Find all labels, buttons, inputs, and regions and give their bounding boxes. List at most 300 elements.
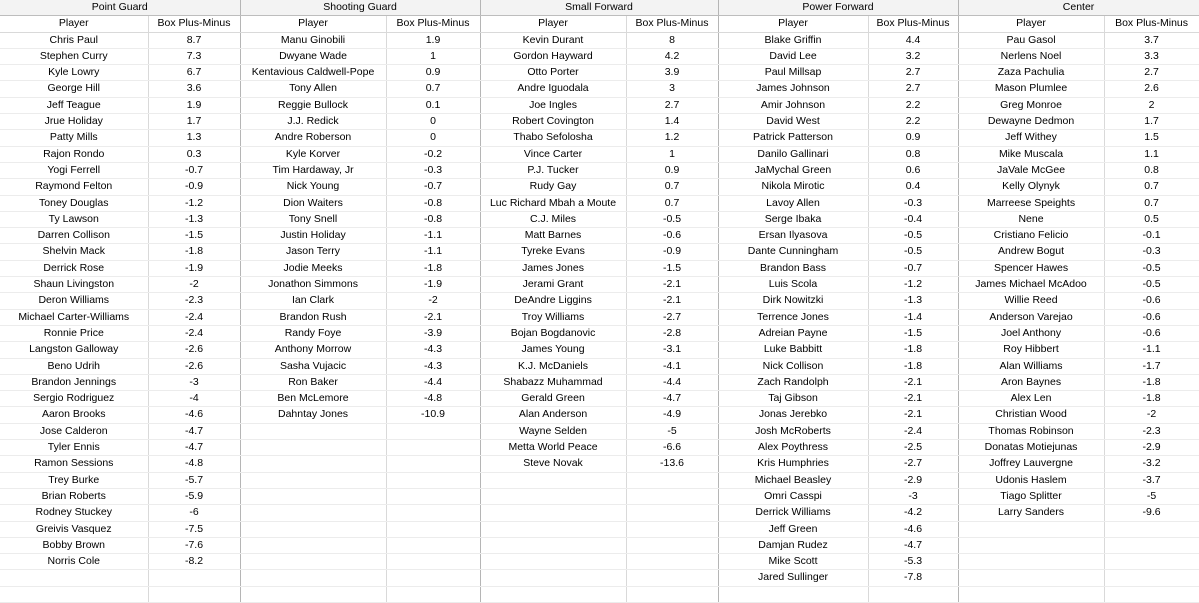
- empty-cell[interactable]: [386, 505, 480, 521]
- empty-cell[interactable]: [240, 554, 386, 570]
- bpm-cell[interactable]: -1.8: [1104, 374, 1199, 390]
- player-cell[interactable]: Justin Holiday: [240, 228, 386, 244]
- player-cell[interactable]: Derrick Williams: [718, 505, 868, 521]
- player-cell[interactable]: Nick Young: [240, 179, 386, 195]
- bpm-cell[interactable]: 2.6: [1104, 81, 1199, 97]
- bpm-cell[interactable]: -2.4: [148, 309, 240, 325]
- player-cell[interactable]: Kyle Lowry: [0, 65, 148, 81]
- bpm-cell[interactable]: -2.9: [1104, 440, 1199, 456]
- bpm-cell[interactable]: 1: [386, 48, 480, 64]
- player-cell[interactable]: Tony Snell: [240, 211, 386, 227]
- player-cell[interactable]: Alan Anderson: [480, 407, 626, 423]
- player-cell[interactable]: James Michael McAdoo: [958, 277, 1104, 293]
- player-cell[interactable]: Bobby Brown: [0, 537, 148, 553]
- player-cell[interactable]: Brian Roberts: [0, 488, 148, 504]
- player-cell[interactable]: Taj Gibson: [718, 391, 868, 407]
- empty-cell[interactable]: [240, 423, 386, 439]
- bpm-column-header[interactable]: Box Plus-Minus: [148, 16, 240, 32]
- player-cell[interactable]: Adreian Payne: [718, 325, 868, 341]
- bpm-cell[interactable]: -4.6: [148, 407, 240, 423]
- player-cell[interactable]: Dion Waiters: [240, 195, 386, 211]
- bpm-cell[interactable]: -2.1: [868, 391, 958, 407]
- player-cell[interactable]: Bojan Bogdanovic: [480, 325, 626, 341]
- player-cell[interactable]: Raymond Felton: [0, 179, 148, 195]
- bpm-cell[interactable]: -5.3: [868, 554, 958, 570]
- player-cell[interactable]: JaVale McGee: [958, 162, 1104, 178]
- empty-cell[interactable]: [148, 570, 240, 586]
- bpm-cell[interactable]: 8.7: [148, 32, 240, 48]
- player-cell[interactable]: Ty Lawson: [0, 211, 148, 227]
- bpm-cell[interactable]: -2.7: [626, 309, 718, 325]
- bpm-cell[interactable]: -1.8: [1104, 391, 1199, 407]
- empty-cell[interactable]: [148, 586, 240, 602]
- player-cell[interactable]: Jeff Withey: [958, 130, 1104, 146]
- player-cell[interactable]: Nikola Mirotic: [718, 179, 868, 195]
- bpm-cell[interactable]: 0.9: [386, 65, 480, 81]
- empty-cell[interactable]: [386, 586, 480, 602]
- empty-cell[interactable]: [240, 488, 386, 504]
- player-cell[interactable]: Mason Plumlee: [958, 81, 1104, 97]
- bpm-cell[interactable]: -0.4: [868, 211, 958, 227]
- empty-cell[interactable]: [240, 570, 386, 586]
- player-cell[interactable]: Tyler Ennis: [0, 440, 148, 456]
- position-header[interactable]: Point Guard: [0, 0, 240, 16]
- bpm-cell[interactable]: -1.5: [148, 228, 240, 244]
- player-cell[interactable]: Alan Williams: [958, 358, 1104, 374]
- bpm-cell[interactable]: -8.2: [148, 554, 240, 570]
- bpm-cell[interactable]: 3.7: [1104, 32, 1199, 48]
- bpm-cell[interactable]: 1.4: [626, 114, 718, 130]
- empty-cell[interactable]: [240, 537, 386, 553]
- bpm-cell[interactable]: -2.1: [868, 407, 958, 423]
- bpm-cell[interactable]: 1.7: [1104, 114, 1199, 130]
- bpm-cell[interactable]: -2.4: [148, 325, 240, 341]
- bpm-cell[interactable]: -0.6: [1104, 293, 1199, 309]
- empty-cell[interactable]: [0, 570, 148, 586]
- player-cell[interactable]: Pau Gasol: [958, 32, 1104, 48]
- player-cell[interactable]: Michael Carter-Williams: [0, 309, 148, 325]
- position-header[interactable]: Center: [958, 0, 1199, 16]
- bpm-cell[interactable]: 0.8: [1104, 162, 1199, 178]
- player-cell[interactable]: Beno Udrih: [0, 358, 148, 374]
- player-column-header[interactable]: Player: [480, 16, 626, 32]
- bpm-cell[interactable]: 0.9: [868, 130, 958, 146]
- empty-cell[interactable]: [1104, 521, 1199, 537]
- player-cell[interactable]: Lavoy Allen: [718, 195, 868, 211]
- bpm-cell[interactable]: 0.5: [1104, 211, 1199, 227]
- player-cell[interactable]: Toney Douglas: [0, 195, 148, 211]
- player-cell[interactable]: Gordon Hayward: [480, 48, 626, 64]
- bpm-cell[interactable]: -13.6: [626, 456, 718, 472]
- player-cell[interactable]: Alex Len: [958, 391, 1104, 407]
- player-cell[interactable]: Rudy Gay: [480, 179, 626, 195]
- player-cell[interactable]: Nick Collison: [718, 358, 868, 374]
- bpm-cell[interactable]: -4.7: [626, 391, 718, 407]
- player-cell[interactable]: Roy Hibbert: [958, 342, 1104, 358]
- bpm-cell[interactable]: 2.7: [1104, 65, 1199, 81]
- player-cell[interactable]: DeAndre Liggins: [480, 293, 626, 309]
- player-cell[interactable]: Omri Casspi: [718, 488, 868, 504]
- bpm-column-header[interactable]: Box Plus-Minus: [386, 16, 480, 32]
- bpm-cell[interactable]: -5: [626, 423, 718, 439]
- bpm-cell[interactable]: -1.2: [868, 277, 958, 293]
- player-cell[interactable]: Christian Wood: [958, 407, 1104, 423]
- player-cell[interactable]: Kyle Korver: [240, 146, 386, 162]
- player-cell[interactable]: Nerlens Noel: [958, 48, 1104, 64]
- player-cell[interactable]: Patty Mills: [0, 130, 148, 146]
- bpm-cell[interactable]: -9.6: [1104, 505, 1199, 521]
- bpm-cell[interactable]: 1.1: [1104, 146, 1199, 162]
- position-header[interactable]: Small Forward: [480, 0, 718, 16]
- player-cell[interactable]: Derrick Rose: [0, 260, 148, 276]
- bpm-cell[interactable]: -7.6: [148, 537, 240, 553]
- bpm-cell[interactable]: -0.9: [626, 244, 718, 260]
- bpm-cell[interactable]: -7.5: [148, 521, 240, 537]
- player-cell[interactable]: K.J. McDaniels: [480, 358, 626, 374]
- bpm-cell[interactable]: -2.1: [868, 374, 958, 390]
- player-cell[interactable]: Jeff Teague: [0, 97, 148, 113]
- empty-cell[interactable]: [480, 537, 626, 553]
- player-cell[interactable]: Ersan Ilyasova: [718, 228, 868, 244]
- player-cell[interactable]: Shelvin Mack: [0, 244, 148, 260]
- empty-cell[interactable]: [240, 505, 386, 521]
- bpm-cell[interactable]: -4.6: [868, 521, 958, 537]
- empty-cell[interactable]: [480, 570, 626, 586]
- bpm-cell[interactable]: -3.7: [1104, 472, 1199, 488]
- player-cell[interactable]: Randy Foye: [240, 325, 386, 341]
- player-cell[interactable]: Shaun Livingston: [0, 277, 148, 293]
- player-cell[interactable]: Rajon Rondo: [0, 146, 148, 162]
- empty-cell[interactable]: [386, 570, 480, 586]
- bpm-cell[interactable]: 0.9: [626, 162, 718, 178]
- empty-cell[interactable]: [240, 586, 386, 602]
- bpm-cell[interactable]: 2.2: [868, 114, 958, 130]
- empty-cell[interactable]: [386, 456, 480, 472]
- bpm-cell[interactable]: -7.8: [868, 570, 958, 586]
- player-cell[interactable]: Blake Griffin: [718, 32, 868, 48]
- bpm-cell[interactable]: 1.3: [148, 130, 240, 146]
- bpm-cell[interactable]: -4.7: [148, 423, 240, 439]
- bpm-cell[interactable]: 0.3: [148, 146, 240, 162]
- bpm-cell[interactable]: -0.5: [868, 228, 958, 244]
- player-cell[interactable]: James Johnson: [718, 81, 868, 97]
- player-cell[interactable]: C.J. Miles: [480, 211, 626, 227]
- bpm-cell[interactable]: 3.2: [868, 48, 958, 64]
- player-cell[interactable]: Donatas Motiejunas: [958, 440, 1104, 456]
- player-cell[interactable]: Jeff Green: [718, 521, 868, 537]
- bpm-cell[interactable]: 1.5: [1104, 130, 1199, 146]
- player-cell[interactable]: Dwyane Wade: [240, 48, 386, 64]
- player-cell[interactable]: George Hill: [0, 81, 148, 97]
- player-cell[interactable]: Luc Richard Mbah a Moute: [480, 195, 626, 211]
- player-cell[interactable]: Larry Sanders: [958, 505, 1104, 521]
- bpm-cell[interactable]: -0.6: [626, 228, 718, 244]
- bpm-cell[interactable]: -4.4: [386, 374, 480, 390]
- empty-cell[interactable]: [240, 472, 386, 488]
- bpm-cell[interactable]: -0.5: [1104, 260, 1199, 276]
- bpm-cell[interactable]: -2.7: [868, 456, 958, 472]
- player-column-header[interactable]: Player: [718, 16, 868, 32]
- bpm-cell[interactable]: -3: [868, 488, 958, 504]
- bpm-cell[interactable]: -1.1: [386, 244, 480, 260]
- bpm-cell[interactable]: -4.3: [386, 342, 480, 358]
- empty-cell[interactable]: [386, 423, 480, 439]
- bpm-cell[interactable]: -1.3: [148, 211, 240, 227]
- player-cell[interactable]: JaMychal Green: [718, 162, 868, 178]
- player-cell[interactable]: Greivis Vasquez: [0, 521, 148, 537]
- bpm-cell[interactable]: -4.1: [626, 358, 718, 374]
- bpm-cell[interactable]: -5.7: [148, 472, 240, 488]
- player-cell[interactable]: Rodney Stuckey: [0, 505, 148, 521]
- player-cell[interactable]: Brandon Bass: [718, 260, 868, 276]
- bpm-cell[interactable]: -2.6: [148, 342, 240, 358]
- player-cell[interactable]: Zaza Pachulia: [958, 65, 1104, 81]
- player-cell[interactable]: Joffrey Lauvergne: [958, 456, 1104, 472]
- player-cell[interactable]: Damjan Rudez: [718, 537, 868, 553]
- bpm-cell[interactable]: -0.7: [386, 179, 480, 195]
- player-cell[interactable]: Mike Scott: [718, 554, 868, 570]
- player-cell[interactable]: Chris Paul: [0, 32, 148, 48]
- bpm-cell[interactable]: -4.8: [148, 456, 240, 472]
- bpm-cell[interactable]: -3: [148, 374, 240, 390]
- bpm-cell[interactable]: -2.1: [386, 309, 480, 325]
- bpm-cell[interactable]: -2.1: [626, 277, 718, 293]
- player-cell[interactable]: Marreese Speights: [958, 195, 1104, 211]
- bpm-cell[interactable]: -2: [386, 293, 480, 309]
- player-cell[interactable]: Cristiano Felicio: [958, 228, 1104, 244]
- player-cell[interactable]: Anthony Morrow: [240, 342, 386, 358]
- bpm-cell[interactable]: -5.9: [148, 488, 240, 504]
- player-cell[interactable]: Nene: [958, 211, 1104, 227]
- empty-cell[interactable]: [626, 505, 718, 521]
- player-cell[interactable]: Jared Sullinger: [718, 570, 868, 586]
- player-column-header[interactable]: Player: [240, 16, 386, 32]
- player-cell[interactable]: Kelly Olynyk: [958, 179, 1104, 195]
- bpm-cell[interactable]: -1.7: [1104, 358, 1199, 374]
- bpm-cell[interactable]: 3.6: [148, 81, 240, 97]
- bpm-cell[interactable]: -1.3: [868, 293, 958, 309]
- player-cell[interactable]: Brandon Jennings: [0, 374, 148, 390]
- bpm-cell[interactable]: -0.2: [386, 146, 480, 162]
- empty-cell[interactable]: [626, 488, 718, 504]
- bpm-cell[interactable]: -0.8: [386, 211, 480, 227]
- bpm-cell[interactable]: -0.6: [1104, 325, 1199, 341]
- player-cell[interactable]: Ben McLemore: [240, 391, 386, 407]
- player-cell[interactable]: Alex Poythress: [718, 440, 868, 456]
- player-cell[interactable]: Zach Randolph: [718, 374, 868, 390]
- player-cell[interactable]: Dante Cunningham: [718, 244, 868, 260]
- player-cell[interactable]: Aaron Brooks: [0, 407, 148, 423]
- empty-cell[interactable]: [480, 554, 626, 570]
- empty-cell[interactable]: [626, 521, 718, 537]
- player-cell[interactable]: Dirk Nowitzki: [718, 293, 868, 309]
- player-cell[interactable]: Luke Babbitt: [718, 342, 868, 358]
- player-cell[interactable]: Yogi Ferrell: [0, 162, 148, 178]
- player-cell[interactable]: Danilo Gallinari: [718, 146, 868, 162]
- bpm-cell[interactable]: -0.3: [386, 162, 480, 178]
- player-cell[interactable]: Otto Porter: [480, 65, 626, 81]
- empty-cell[interactable]: [1104, 586, 1199, 602]
- bpm-cell[interactable]: 6.7: [148, 65, 240, 81]
- bpm-cell[interactable]: 0.6: [868, 162, 958, 178]
- player-cell[interactable]: Greg Monroe: [958, 97, 1104, 113]
- empty-cell[interactable]: [1104, 537, 1199, 553]
- player-cell[interactable]: Ian Clark: [240, 293, 386, 309]
- empty-cell[interactable]: [480, 586, 626, 602]
- empty-cell[interactable]: [386, 554, 480, 570]
- bpm-cell[interactable]: -10.9: [386, 407, 480, 423]
- player-cell[interactable]: Wayne Selden: [480, 423, 626, 439]
- bpm-cell[interactable]: -4.2: [868, 505, 958, 521]
- bpm-cell[interactable]: -3.9: [386, 325, 480, 341]
- player-cell[interactable]: P.J. Tucker: [480, 162, 626, 178]
- empty-cell[interactable]: [626, 586, 718, 602]
- bpm-cell[interactable]: 2: [1104, 97, 1199, 113]
- bpm-cell[interactable]: 4.2: [626, 48, 718, 64]
- player-cell[interactable]: Jason Terry: [240, 244, 386, 260]
- bpm-cell[interactable]: -1.9: [386, 277, 480, 293]
- player-cell[interactable]: Josh McRoberts: [718, 423, 868, 439]
- empty-cell[interactable]: [958, 537, 1104, 553]
- player-cell[interactable]: Paul Millsap: [718, 65, 868, 81]
- player-column-header[interactable]: Player: [958, 16, 1104, 32]
- bpm-cell[interactable]: 2.7: [868, 65, 958, 81]
- player-cell[interactable]: Serge Ibaka: [718, 211, 868, 227]
- bpm-cell[interactable]: 1.2: [626, 130, 718, 146]
- bpm-cell[interactable]: 0.7: [1104, 179, 1199, 195]
- bpm-cell[interactable]: -3.1: [626, 342, 718, 358]
- bpm-cell[interactable]: -0.3: [868, 195, 958, 211]
- player-cell[interactable]: Jerami Grant: [480, 277, 626, 293]
- bpm-cell[interactable]: -4.7: [148, 440, 240, 456]
- bpm-cell[interactable]: -0.7: [148, 162, 240, 178]
- bpm-cell[interactable]: -1.8: [868, 358, 958, 374]
- player-cell[interactable]: Brandon Rush: [240, 309, 386, 325]
- bpm-cell[interactable]: -5: [1104, 488, 1199, 504]
- player-cell[interactable]: Shabazz Muhammad: [480, 374, 626, 390]
- player-cell[interactable]: Terrence Jones: [718, 309, 868, 325]
- player-cell[interactable]: Willie Reed: [958, 293, 1104, 309]
- empty-cell[interactable]: [1104, 570, 1199, 586]
- bpm-cell[interactable]: 1.9: [386, 32, 480, 48]
- bpm-cell[interactable]: -6.6: [626, 440, 718, 456]
- player-cell[interactable]: Tim Hardaway, Jr: [240, 162, 386, 178]
- player-cell[interactable]: Tony Allen: [240, 81, 386, 97]
- player-cell[interactable]: Vince Carter: [480, 146, 626, 162]
- bpm-cell[interactable]: -2.4: [868, 423, 958, 439]
- player-cell[interactable]: Robert Covington: [480, 114, 626, 130]
- player-cell[interactable]: Jrue Holiday: [0, 114, 148, 130]
- player-cell[interactable]: Udonis Haslem: [958, 472, 1104, 488]
- player-cell[interactable]: Thomas Robinson: [958, 423, 1104, 439]
- bpm-cell[interactable]: -0.5: [868, 244, 958, 260]
- player-cell[interactable]: Norris Cole: [0, 554, 148, 570]
- bpm-cell[interactable]: -4.3: [386, 358, 480, 374]
- bpm-cell[interactable]: 4.4: [868, 32, 958, 48]
- player-cell[interactable]: Trey Burke: [0, 472, 148, 488]
- bpm-cell[interactable]: -2.8: [626, 325, 718, 341]
- bpm-cell[interactable]: -0.8: [386, 195, 480, 211]
- bpm-cell[interactable]: -2: [148, 277, 240, 293]
- empty-cell[interactable]: [386, 472, 480, 488]
- player-cell[interactable]: Ron Baker: [240, 374, 386, 390]
- player-cell[interactable]: Amir Johnson: [718, 97, 868, 113]
- player-cell[interactable]: Joel Anthony: [958, 325, 1104, 341]
- empty-cell[interactable]: [480, 505, 626, 521]
- player-cell[interactable]: Tiago Splitter: [958, 488, 1104, 504]
- bpm-cell[interactable]: -0.7: [868, 260, 958, 276]
- player-cell[interactable]: Steve Novak: [480, 456, 626, 472]
- player-cell[interactable]: Spencer Hawes: [958, 260, 1104, 276]
- player-cell[interactable]: Metta World Peace: [480, 440, 626, 456]
- empty-cell[interactable]: [626, 472, 718, 488]
- player-cell[interactable]: Andrew Bogut: [958, 244, 1104, 260]
- player-cell[interactable]: Sergio Rodriguez: [0, 391, 148, 407]
- player-cell[interactable]: David West: [718, 114, 868, 130]
- bpm-cell[interactable]: 2.7: [626, 97, 718, 113]
- empty-cell[interactable]: [868, 586, 958, 602]
- bpm-cell[interactable]: 1.9: [148, 97, 240, 113]
- bpm-cell[interactable]: -1.9: [148, 260, 240, 276]
- bpm-cell[interactable]: -1.1: [1104, 342, 1199, 358]
- bpm-cell[interactable]: -3.2: [1104, 456, 1199, 472]
- bpm-cell[interactable]: -2.6: [148, 358, 240, 374]
- player-cell[interactable]: Michael Beasley: [718, 472, 868, 488]
- bpm-cell[interactable]: -1.5: [868, 325, 958, 341]
- empty-cell[interactable]: [386, 521, 480, 537]
- player-cell[interactable]: Jose Calderon: [0, 423, 148, 439]
- player-cell[interactable]: Thabo Sefolosha: [480, 130, 626, 146]
- empty-cell[interactable]: [480, 521, 626, 537]
- empty-cell[interactable]: [480, 472, 626, 488]
- bpm-cell[interactable]: 0.7: [626, 179, 718, 195]
- bpm-cell[interactable]: -1.8: [868, 342, 958, 358]
- player-cell[interactable]: Sasha Vujacic: [240, 358, 386, 374]
- bpm-cell[interactable]: -0.3: [1104, 244, 1199, 260]
- bpm-cell[interactable]: -1.5: [626, 260, 718, 276]
- bpm-cell[interactable]: -0.9: [148, 179, 240, 195]
- empty-cell[interactable]: [626, 570, 718, 586]
- empty-cell[interactable]: [626, 537, 718, 553]
- bpm-cell[interactable]: 3: [626, 81, 718, 97]
- player-cell[interactable]: Darren Collison: [0, 228, 148, 244]
- bpm-cell[interactable]: -4.4: [626, 374, 718, 390]
- player-cell[interactable]: Aron Baynes: [958, 374, 1104, 390]
- bpm-cell[interactable]: 0.7: [626, 195, 718, 211]
- player-cell[interactable]: Jodie Meeks: [240, 260, 386, 276]
- player-cell[interactable]: Langston Galloway: [0, 342, 148, 358]
- bpm-column-header[interactable]: Box Plus-Minus: [626, 16, 718, 32]
- bpm-cell[interactable]: 0: [386, 130, 480, 146]
- empty-cell[interactable]: [626, 554, 718, 570]
- player-cell[interactable]: Kevin Durant: [480, 32, 626, 48]
- bpm-cell[interactable]: -0.5: [626, 211, 718, 227]
- player-cell[interactable]: David Lee: [718, 48, 868, 64]
- empty-cell[interactable]: [958, 521, 1104, 537]
- player-cell[interactable]: Manu Ginobili: [240, 32, 386, 48]
- bpm-cell[interactable]: 7.3: [148, 48, 240, 64]
- player-cell[interactable]: Dahntay Jones: [240, 407, 386, 423]
- player-cell[interactable]: Anderson Varejao: [958, 309, 1104, 325]
- player-cell[interactable]: Patrick Patterson: [718, 130, 868, 146]
- bpm-cell[interactable]: -4.7: [868, 537, 958, 553]
- bpm-column-header[interactable]: Box Plus-Minus: [868, 16, 958, 32]
- bpm-cell[interactable]: -0.6: [1104, 309, 1199, 325]
- bpm-cell[interactable]: -1.2: [148, 195, 240, 211]
- player-cell[interactable]: Andre Iguodala: [480, 81, 626, 97]
- bpm-cell[interactable]: -4: [148, 391, 240, 407]
- empty-cell[interactable]: [240, 521, 386, 537]
